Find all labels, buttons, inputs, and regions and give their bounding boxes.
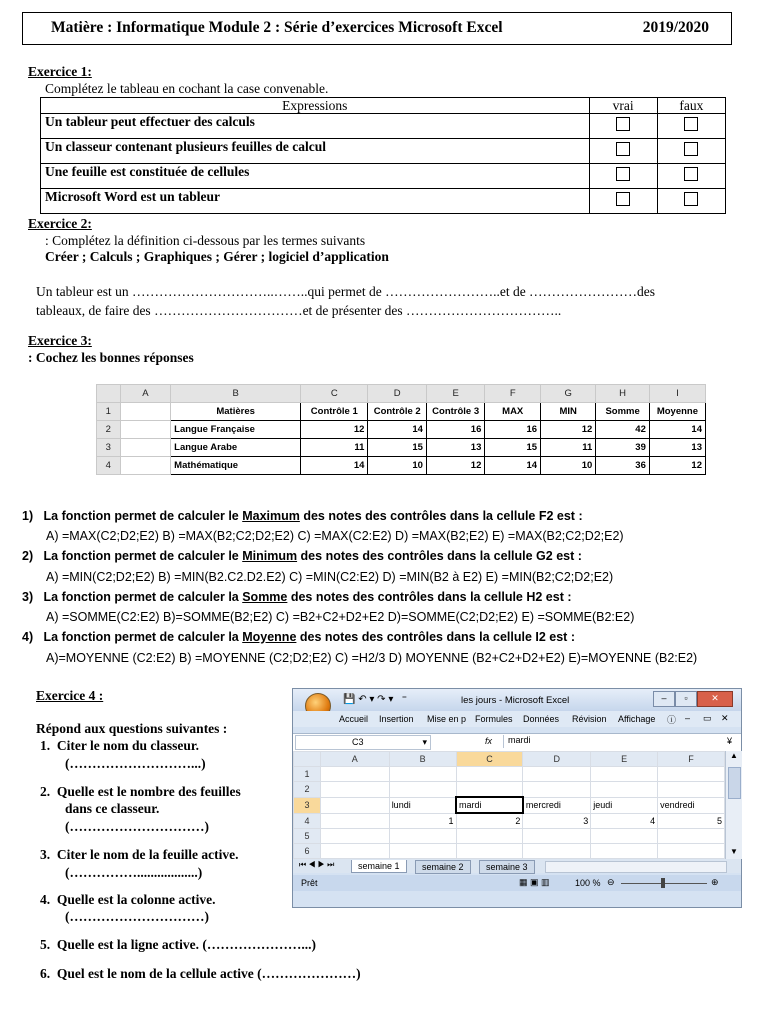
ribbon-restore-icon[interactable]: ▭ bbox=[703, 713, 712, 723]
zoom-level: 100 % bbox=[575, 878, 601, 888]
value-cell: 11 bbox=[541, 439, 596, 457]
row-header-4[interactable]: 4 bbox=[294, 813, 321, 829]
row-header: 1 bbox=[97, 403, 121, 421]
col-expressions: Expressions bbox=[41, 98, 590, 114]
col-header: F bbox=[485, 385, 541, 403]
status-bar bbox=[293, 875, 741, 891]
value-cell: 14 bbox=[649, 421, 705, 439]
answers-2: A) =MIN(C2;D2;E2) B) =MIN(B2.C2.D2.E2) C) =MIN(C2:E2) D) =MIN(B2 à E2) E) =MIN(B2;C2;D2;E2) bbox=[46, 570, 614, 584]
sheet-tab-3[interactable]: semaine 3 bbox=[479, 860, 535, 874]
row-header-5[interactable]: 5 bbox=[294, 829, 321, 844]
value-cell: 13 bbox=[649, 439, 705, 457]
checkbox-vrai[interactable] bbox=[616, 142, 630, 156]
ex1-row: Microsoft Word est un tableur bbox=[41, 189, 590, 214]
ex1-row: Un classeur contenant plusieurs feuilles de calcul bbox=[41, 139, 590, 164]
ex1-table bbox=[40, 97, 726, 214]
cell-c3-active[interactable]: mardi bbox=[456, 797, 523, 813]
question-2: 2) La fonction permet de calculer le Minimum des notes des contrôles dans la cellule G2 est : bbox=[22, 549, 582, 563]
sheet-header-cell: Moyenne bbox=[649, 403, 705, 421]
header-title: Matière : Informatique Module 2 : Série d’exercices Microsoft Excel bbox=[51, 19, 503, 36]
question-3: 3) La fonction permet de calculer la Somme des notes des contrôles dans la cellule H2 est : bbox=[22, 590, 572, 604]
checkbox-vrai[interactable] bbox=[616, 167, 630, 181]
ex1-row: Une feuille est constituée de cellules bbox=[41, 164, 590, 189]
cell-e4[interactable]: 4 bbox=[591, 813, 658, 829]
tab-accueil[interactable]: Accueil bbox=[339, 714, 369, 724]
ex4-item-2-blank: (…………………………) bbox=[65, 819, 209, 834]
expand-formula-icon[interactable]: ¥ bbox=[727, 736, 733, 746]
col-vrai: vrai bbox=[589, 98, 657, 114]
quick-access-toolbar[interactable]: 💾 ↶ ▾ ↷ ▾ ⁼ bbox=[343, 694, 407, 705]
row-header-6[interactable]: 6 bbox=[294, 844, 321, 859]
formula-bar bbox=[293, 733, 741, 752]
ex2-line1: Un tableur est un …………………………..……..qui permet de ……………………..et de ……………………des bbox=[36, 284, 656, 299]
cell-d3[interactable]: mercredi bbox=[523, 797, 591, 813]
ex4-item-1: 1. Citer le nom du classeur. bbox=[40, 738, 200, 753]
ex4-item-1-blank: (………………………...) bbox=[65, 756, 206, 771]
sheet-tab-1[interactable]: semaine 1 bbox=[351, 860, 407, 873]
row-header: 2 bbox=[97, 421, 121, 439]
value-cell: 12 bbox=[426, 457, 484, 475]
checkbox-vrai[interactable] bbox=[616, 117, 630, 131]
value-cell: 16 bbox=[426, 421, 484, 439]
scroll-thumb[interactable] bbox=[728, 767, 741, 799]
col-header: C bbox=[301, 385, 368, 403]
excel-grid-table bbox=[293, 751, 725, 859]
checkbox-faux[interactable] bbox=[684, 117, 698, 131]
ex4-item-6: 6. Quel est le nom de la cellule active (…………………) bbox=[40, 966, 361, 981]
answers-3: A) =SOMME(C2:E2) B)=SOMME(B2;E2) C) =B2+C2+D2+E2 D)=SOMME(C2;D2;E2) E) =SOMME(B2:E2) bbox=[46, 610, 635, 624]
minimize-button[interactable]: – bbox=[653, 691, 675, 707]
checkbox-faux[interactable] bbox=[684, 142, 698, 156]
tab-donnees[interactable]: Données bbox=[523, 714, 560, 724]
value-cell: 10 bbox=[368, 457, 426, 475]
status-ready: Prêt bbox=[301, 878, 318, 888]
col-header-c[interactable]: C bbox=[456, 752, 523, 767]
col-header-e[interactable]: E bbox=[591, 752, 658, 767]
question-1: 1) La fonction permet de calculer le Maximum des notes des contrôles dans la cellule F2 est : bbox=[22, 509, 583, 523]
ex2-instruction: : Complétez la définition ci-dessous par les termes suivants bbox=[45, 233, 366, 248]
row-header: 4 bbox=[97, 457, 121, 475]
cell-c4[interactable]: 2 bbox=[456, 813, 523, 829]
subject-cell: Langue Arabe bbox=[171, 439, 301, 457]
excel-grid bbox=[293, 751, 725, 859]
ex4-title: Exercice 4 : bbox=[36, 688, 104, 703]
ex4-item-2b: dans ce classeur. bbox=[65, 801, 160, 816]
cell-f3[interactable]: vendredi bbox=[658, 797, 725, 813]
value-cell: 16 bbox=[485, 421, 541, 439]
col-faux: faux bbox=[657, 98, 725, 114]
cell-f4[interactable]: 5 bbox=[658, 813, 725, 829]
row-header: 3 bbox=[97, 439, 121, 457]
formula-input[interactable]: mardi bbox=[503, 735, 736, 748]
value-cell: 14 bbox=[485, 457, 541, 475]
scroll-down-icon[interactable]: ▼ bbox=[730, 847, 738, 856]
sheet-tab-2[interactable]: semaine 2 bbox=[415, 860, 471, 874]
answers-1: A) =MAX(C2;D2;E2) B) =MAX(B2;C2;D2;E2) C) =MAX(C2:E2) D) =MAX(B2;E2) E) =MAX(B2;C2;D2;E2) bbox=[46, 529, 624, 543]
checkbox-faux[interactable] bbox=[684, 167, 698, 181]
ex4-item-3: 3. Citer le nom de la feuille active. bbox=[40, 847, 239, 862]
col-header: E bbox=[426, 385, 484, 403]
tab-formules[interactable]: Formules bbox=[475, 714, 513, 724]
answers-4: A)=MOYENNE (C2:E2) B) =MOYENNE (C2;D2;E2) C) =H2/3 D) MOYENNE (B2+C2+D2+E2) E)=MOYENNE (B2:E2) bbox=[46, 651, 698, 665]
sheet-header-cell: Somme bbox=[596, 403, 650, 421]
ex1-instruction: Complétez le tableau en cochant la case convenable. bbox=[45, 81, 329, 96]
zoom-slider-thumb[interactable] bbox=[661, 878, 665, 888]
spreadsheet-table bbox=[96, 384, 706, 475]
subject-cell: Mathématique bbox=[171, 457, 301, 475]
subject-cell: Langue Française bbox=[171, 421, 301, 439]
ex2-line2: tableaux, de faire des ……………………………et de présenter des …………………………….. bbox=[36, 303, 562, 318]
ex4-item-2: 2. Quelle est le nombre des feuilles bbox=[40, 784, 241, 799]
ex3-instruction: : Cochez les bonnes réponses bbox=[28, 350, 194, 365]
value-cell: 12 bbox=[301, 421, 368, 439]
sheet-nav-icons[interactable]: ⏮ ◀ ▶ ⏭ bbox=[299, 860, 335, 869]
col-header: I bbox=[649, 385, 705, 403]
col-header-f[interactable]: F bbox=[658, 752, 725, 767]
col-header: A bbox=[120, 385, 171, 403]
view-buttons-icon[interactable]: ▦ ▣ ▥ bbox=[519, 877, 550, 887]
ex2-title: Exercice 2: bbox=[28, 216, 92, 231]
value-cell: 12 bbox=[541, 421, 596, 439]
help-icon[interactable]: ⓘ bbox=[667, 715, 677, 725]
tab-revision[interactable]: Révision bbox=[572, 714, 607, 724]
cell-b4[interactable]: 1 bbox=[389, 813, 456, 829]
sheet-header-cell: MAX bbox=[485, 403, 541, 421]
ex4-item-4-blank: (…………………………) bbox=[65, 909, 209, 924]
excel-titlebar bbox=[293, 689, 741, 711]
ex4-item-5: 5. Quelle est la ligne active. (…………………...) bbox=[40, 937, 316, 952]
col-header: H bbox=[596, 385, 650, 403]
ex4-item-4: 4. Quelle est la colonne active. bbox=[40, 892, 216, 907]
value-cell: 13 bbox=[426, 439, 484, 457]
value-cell: 36 bbox=[596, 457, 650, 475]
value-cell: 15 bbox=[368, 439, 426, 457]
sheet-header-cell: Matières bbox=[171, 403, 301, 421]
sheet-header-cell: MIN bbox=[541, 403, 596, 421]
row-header-3[interactable]: 3 bbox=[294, 797, 321, 813]
row-header-2[interactable]: 2 bbox=[294, 782, 321, 798]
value-cell: 42 bbox=[596, 421, 650, 439]
col-header-d[interactable]: D bbox=[523, 752, 591, 767]
value-cell: 14 bbox=[368, 421, 426, 439]
col-header: D bbox=[368, 385, 426, 403]
sheet-header-cell: Contrôle 1 bbox=[301, 403, 368, 421]
value-cell: 10 bbox=[541, 457, 596, 475]
vertical-scrollbar[interactable] bbox=[725, 751, 742, 859]
tab-mise-en-page[interactable]: Mise en p bbox=[427, 714, 467, 724]
ribbon-close-icon[interactable]: ✕ bbox=[721, 713, 729, 723]
window-title: les jours - Microsoft Excel bbox=[461, 695, 570, 706]
ex4-item-3-blank: (……………..................) bbox=[65, 865, 203, 880]
col-header-b[interactable]: B bbox=[389, 752, 456, 767]
ex1-title: Exercice 1: bbox=[28, 64, 92, 79]
page-header bbox=[22, 12, 732, 45]
col-header: B bbox=[171, 385, 301, 403]
ex1-row: Un tableur peut effectuer des calculs bbox=[41, 114, 590, 139]
ex4-instruction: Répond aux questions suivantes : bbox=[36, 721, 228, 736]
ribbon-minimize-icon[interactable]: – bbox=[685, 713, 691, 723]
horizontal-scrollbar[interactable] bbox=[545, 861, 727, 873]
chevron-down-icon: ▾ bbox=[422, 737, 427, 747]
checkbox-faux[interactable] bbox=[684, 192, 698, 206]
value-cell: 15 bbox=[485, 439, 541, 457]
header-year: 2019/2020 bbox=[642, 19, 709, 36]
ribbon-tabs bbox=[293, 711, 741, 727]
excel-window bbox=[292, 688, 742, 908]
tab-affichage[interactable]: Affichage bbox=[618, 714, 656, 724]
cell-e3[interactable]: jeudi bbox=[591, 797, 658, 813]
value-cell: 11 bbox=[301, 439, 368, 457]
sheet-tabs-bar bbox=[293, 859, 741, 873]
value-cell: 14 bbox=[301, 457, 368, 475]
fx-icon[interactable]: fx bbox=[485, 736, 493, 746]
sheet-header-cell: Contrôle 2 bbox=[368, 403, 426, 421]
zoom-in-icon[interactable]: ⊕ bbox=[711, 877, 719, 887]
name-box[interactable]: C3 ▾ bbox=[295, 735, 431, 750]
zoom-out-icon[interactable]: ⊖ bbox=[607, 877, 615, 887]
value-cell: 39 bbox=[596, 439, 650, 457]
value-cell: 12 bbox=[649, 457, 705, 475]
cell-d4[interactable]: 3 bbox=[523, 813, 591, 829]
spreadsheet-image bbox=[96, 384, 706, 482]
maximize-button[interactable]: ▫ bbox=[675, 691, 697, 707]
question-4: 4) La fonction permet de calculer la Moyenne des notes des contrôles dans la cellule I2 est : bbox=[22, 630, 575, 644]
ex2-terms: Créer ; Calculs ; Graphiques ; Gérer ; logiciel d’application bbox=[45, 249, 389, 264]
ex3-title: Exercice 3: bbox=[28, 333, 92, 348]
col-header: G bbox=[541, 385, 596, 403]
cell-b3[interactable]: lundi bbox=[389, 797, 456, 813]
checkbox-vrai[interactable] bbox=[616, 192, 630, 206]
sheet-header-cell: Contrôle 3 bbox=[426, 403, 484, 421]
row-header-1[interactable]: 1 bbox=[294, 767, 321, 782]
scroll-up-icon[interactable]: ▲ bbox=[730, 751, 738, 760]
tab-insertion[interactable]: Insertion bbox=[379, 714, 414, 724]
close-button[interactable]: ✕ bbox=[697, 691, 733, 707]
col-header-a[interactable]: A bbox=[320, 752, 389, 767]
